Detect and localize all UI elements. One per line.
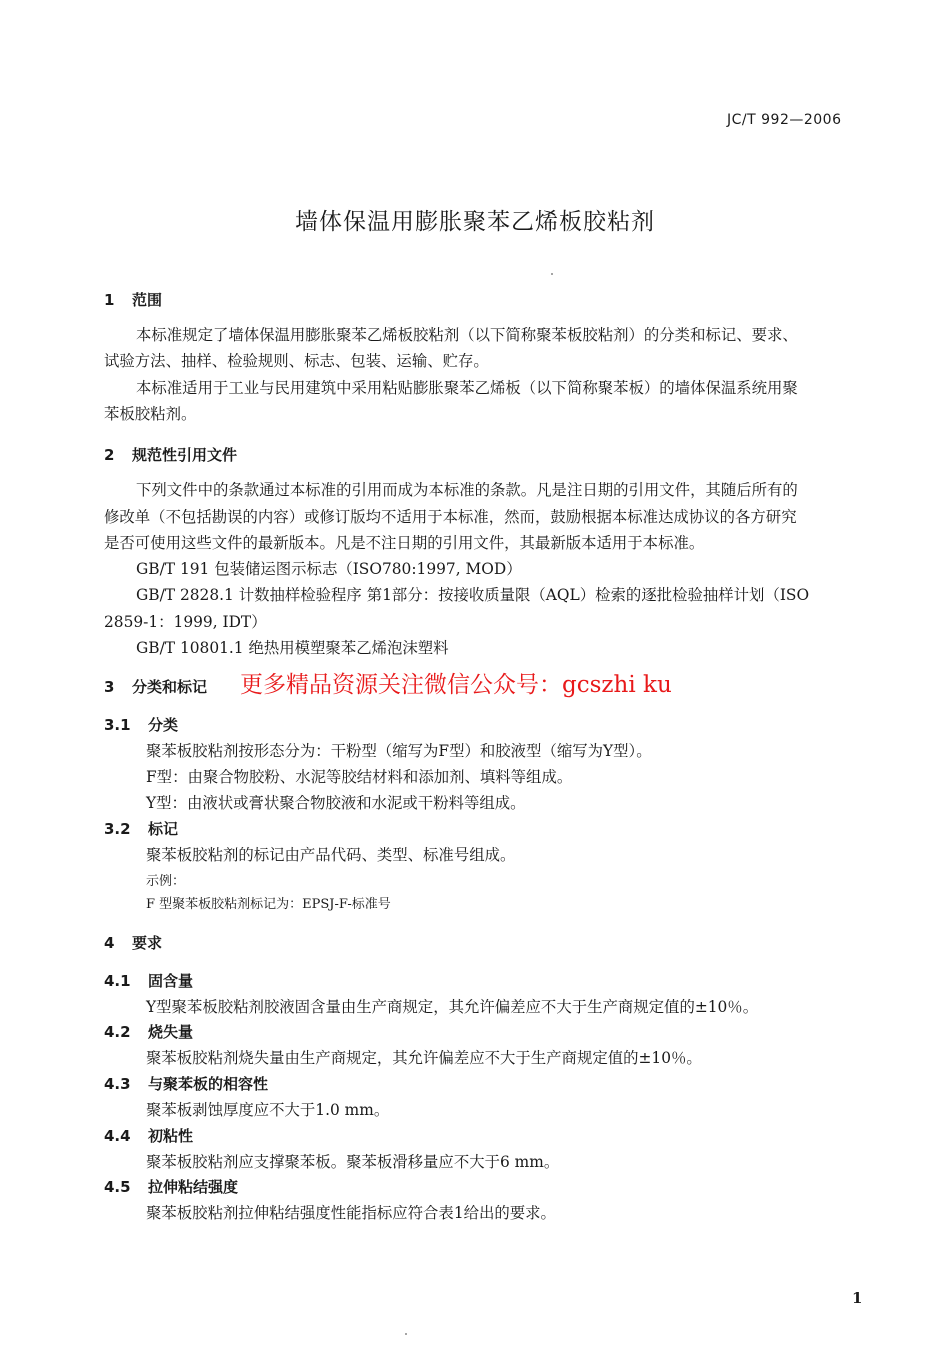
subsection-4-1-heading — [104, 970, 193, 991]
paragraph-line: 聚苯板胶粘剂烧失量由生产商规定，其允许偏差应不大于生产商规定值的±10％。 — [146, 1049, 702, 1067]
paragraph-line: 聚苯板胶粘剂拉伸粘结强度性能指标应符合表1给出的要求。 — [146, 1204, 556, 1222]
reference-item: GB/T 10801.1 绝热用模塑聚苯乙烯泡沫塑料 — [136, 639, 449, 657]
section-title: 标记 — [148, 820, 179, 838]
section-title: 范围 — [132, 291, 163, 309]
section-4-heading — [104, 932, 162, 953]
reference-item: GB/T 2828.1 计数抽样检验程序 第1部分：按接收质量限（AQL）检索的逐批检验抽样计划（ISO — [136, 586, 810, 604]
subsection-3-2-heading — [104, 818, 178, 839]
paragraph-line: 聚苯板胶粘剂的标记由产品代码、类型、标准号组成。 — [146, 846, 516, 864]
paragraph-line: 苯板胶粘剂。 — [104, 405, 197, 423]
section-3-heading — [104, 676, 207, 697]
section-title: 固含量 — [148, 972, 194, 990]
section-title: 拉伸粘结强度 — [148, 1178, 239, 1196]
example-text: F 型聚苯板胶粘剂标记为：EPSJ-F-标准号 — [146, 897, 391, 912]
scan-speck — [551, 273, 553, 275]
page-number: 1 — [852, 1289, 863, 1307]
section-number: 4.3 — [104, 1075, 131, 1093]
section-title: 初粘性 — [148, 1127, 194, 1145]
subsection-3-1-heading — [104, 714, 178, 735]
paragraph-line: Y型聚苯板胶粘剂胶液固含量由生产商规定，其允许偏差应不大于生产商规定值的±10％。 — [146, 998, 759, 1016]
section-number: 1 — [104, 291, 115, 309]
section-title: 规范性引用文件 — [132, 446, 238, 464]
section-title: 与聚苯板的相容性 — [148, 1075, 269, 1093]
paragraph-line: F型：由聚合物胶粉、水泥等胶结材料和添加剂、填料等组成。 — [146, 768, 573, 786]
section-title: 要求 — [132, 934, 163, 952]
example-label: 示例： — [146, 874, 186, 889]
subsection-4-5-heading — [104, 1176, 238, 1197]
section-number: 3.2 — [104, 820, 131, 838]
section-2-heading — [104, 444, 237, 465]
paragraph-line: 聚苯板剥蚀厚度应不大于1.0 mm。 — [146, 1101, 390, 1119]
reference-item: 2859-1：1999, IDT） — [104, 613, 267, 631]
section-1-heading — [104, 289, 162, 310]
paragraph-line: 下列文件中的条款通过本标准的引用而成为本标准的条款。凡是注日期的引用文件，其随后所有的 — [136, 481, 798, 499]
section-number: 3 — [104, 678, 115, 696]
section-number: 3.1 — [104, 716, 131, 734]
paragraph-line: 试验方法、抽样、检验规则、标志、包装、运输、贮存。 — [104, 352, 489, 370]
section-number: 4.5 — [104, 1178, 131, 1196]
section-number: 4.2 — [104, 1023, 131, 1041]
paragraph-line: 聚苯板胶粘剂应支撑聚苯板。聚苯板滑移量应不大于6 mm。 — [146, 1153, 560, 1171]
paragraph-line: 是否可使用这些文件的最新版本。凡是不注日期的引用文件，其最新版本适用于本标准。 — [104, 534, 705, 552]
section-title: 分类和标记 — [132, 678, 208, 696]
watermark-text: 更多精品资源关注微信公众号：gcszhi ku — [240, 672, 672, 698]
paragraph-line: 本标准适用于工业与民用建筑中采用粘贴膨胀聚苯乙烯板（以下简称聚苯板）的墙体保温系统用聚 — [136, 379, 798, 397]
subsection-4-4-heading — [104, 1125, 193, 1146]
subsection-4-3-heading — [104, 1073, 268, 1094]
reference-item: GB/T 191 包装储运图示标志（ISO780:1997, MOD） — [136, 560, 522, 578]
document-title: 墙体保温用膨胀聚苯乙烯板胶粘剂 — [295, 209, 655, 235]
subsection-4-2-heading — [104, 1021, 193, 1042]
paragraph-line: 本标准规定了墙体保温用膨胀聚苯乙烯板胶粘剂（以下简称聚苯板胶粘剂）的分类和标记、要求、 — [136, 326, 798, 344]
section-number: 4.4 — [104, 1127, 131, 1145]
section-title: 分类 — [148, 716, 179, 734]
section-number: 2 — [104, 446, 115, 464]
scan-speck — [405, 1333, 407, 1335]
paragraph-line: Y型：由液状或膏状聚合物胶液和水泥或干粉料等组成。 — [146, 794, 526, 812]
paragraph-line: 修改单（不包括勘误的内容）或修订版均不适用于本标准，然而，鼓励根据本标准达成协议的各方研究 — [104, 508, 797, 526]
paragraph-line: 聚苯板胶粘剂按形态分为：干粉型（缩写为F型）和胶液型（缩写为Y型）。 — [146, 742, 652, 760]
section-number: 4 — [104, 934, 115, 952]
section-number: 4.1 — [104, 972, 131, 990]
document-code: JC/T 992—2006 — [727, 112, 842, 128]
section-title: 烧失量 — [148, 1023, 194, 1041]
